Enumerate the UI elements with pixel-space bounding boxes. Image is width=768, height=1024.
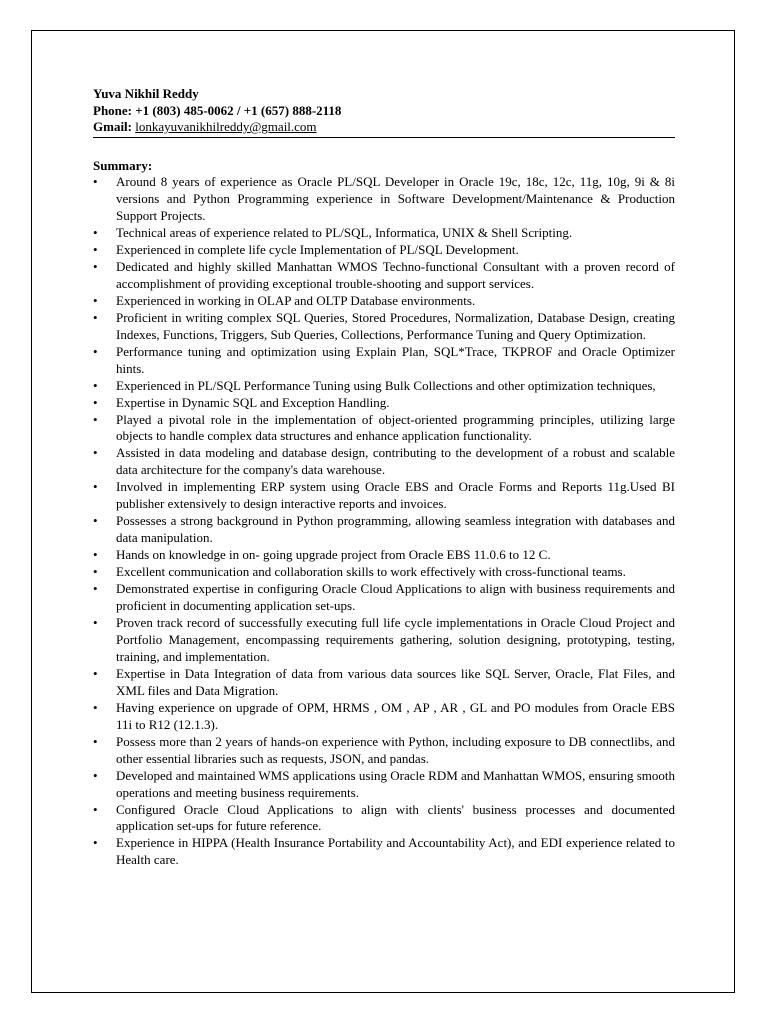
summary-item xyxy=(93,378,675,395)
summary-item xyxy=(93,581,675,615)
summary-list xyxy=(93,174,675,869)
bullet-marker: • xyxy=(93,241,98,257)
summary-item xyxy=(93,768,675,802)
summary-item xyxy=(93,479,675,513)
bullet-marker: • xyxy=(93,581,98,597)
gmail-label: Gmail: xyxy=(93,119,132,134)
summary-item xyxy=(93,445,675,479)
summary-item-text: Configured Oracle Cloud Applications to align with clients' business processes and documented application set-ups for future reference. xyxy=(116,801,675,834)
summary-item-text: Having experience on upgrade of OPM, HRMS , OM , AP , AR , GL and PO modules from Oracle EBS 11i to R12 (12.1.3). xyxy=(116,699,675,732)
summary-item-text: Performance tuning and optimization using Explain Plan, SQL*Trace, TKPROF and Oracle Optimizer hints. xyxy=(116,343,675,376)
summary-item xyxy=(93,225,675,242)
summary-item-text: Played a pivotal role in the implementation of object-oriented programming principles, utilizing large objects to handle complex data structures and enhance application functionality. xyxy=(116,411,675,444)
bullet-marker: • xyxy=(93,699,98,715)
summary-item-text: Possesses a strong background in Python programming, allowing seamless integration with databases and data manipulation. xyxy=(116,513,675,546)
summary-item xyxy=(93,344,675,378)
summary-item-text: Technical areas of experience related to PL/SQL, Informatica, UNIX & Shell Scripting. xyxy=(116,224,573,240)
summary-item-text: Excellent communication and collaboration skills to work effectively with cross-functional teams. xyxy=(116,564,626,580)
bullet-marker: • xyxy=(93,224,98,240)
summary-item-text: Proficient in writing complex SQL Queries, Stored Procedures, Normalization, Database Design, creating Indexes, Functions, Triggers, Sub Queries, Collections, Performance Tuning and Query Optimization. xyxy=(116,309,675,342)
bullet-marker: • xyxy=(93,835,98,851)
summary-heading: Summary: xyxy=(93,157,153,173)
summary-item-text: Hands on knowledge in on- going upgrade project from Oracle EBS 11.0.6 to 12 C. xyxy=(116,547,551,563)
bullet-marker: • xyxy=(93,665,98,681)
phone-value: +1 (803) 485-0062 / +1 (657) 888-2118 xyxy=(135,102,342,118)
bullet-marker: • xyxy=(93,547,98,563)
summary-item xyxy=(93,412,675,446)
bullet-marker: • xyxy=(93,411,98,427)
summary-item xyxy=(93,666,675,700)
summary-item-text: Expertise in Dynamic SQL and Exception Handling. xyxy=(116,394,390,410)
bullet-marker: • xyxy=(93,394,98,410)
bullet-marker: • xyxy=(93,343,98,359)
header-divider xyxy=(93,137,675,138)
summary-item xyxy=(93,615,675,666)
summary-item xyxy=(93,564,675,581)
summary-item xyxy=(93,310,675,344)
summary-item xyxy=(93,802,675,836)
summary-item-text: Proven track record of successfully executing full life cycle implementations in Oracle Cloud Project and Portfolio Management, encompassing requirements gathering, solution designing, prototyping, testing, training, and implementation. xyxy=(116,615,675,664)
summary-item-text: Possess more than 2 years of hands-on experience with Python, including exposure to DB connectlibs, and other essential libraries such as requests, JSON, and pandas. xyxy=(116,733,675,766)
summary-item-text: Involved in implementing ERP system using Oracle EBS and Oracle Forms and Reports 11g.Used BI publisher extensively to design interactive reports and invoices. xyxy=(116,479,675,512)
summary-item xyxy=(93,174,675,225)
summary-item xyxy=(93,242,675,259)
summary-item-text: Experienced in PL/SQL Performance Tuning using Bulk Collections and other optimization techniques, xyxy=(116,377,656,393)
bullet-marker: • xyxy=(93,564,98,580)
bullet-marker: • xyxy=(93,479,98,495)
summary-item-text: Experienced in working in OLAP and OLTP Database environments. xyxy=(116,292,476,308)
candidate-name: Yuva Nikhil Reddy xyxy=(93,86,199,101)
summary-item xyxy=(93,513,675,547)
summary-item-text: Developed and maintained WMS applications using Oracle RDM and Manhattan WMOS, ensuring smooth operations and meeting business requirements. xyxy=(116,767,675,800)
resume-content xyxy=(93,86,675,869)
summary-item-text: Assisted in data modeling and database design, contributing to the development of a robust and scalable data architecture for the company's data warehouse. xyxy=(116,445,675,478)
bullet-marker: • xyxy=(93,309,98,325)
summary-item-text: Dedicated and highly skilled Manhattan WMOS Techno-functional Consultant with a proven record of accomplishment of providing exceptional trouble-shooting and support services. xyxy=(116,258,675,291)
bullet-marker: • xyxy=(93,174,98,189)
gmail-line xyxy=(93,119,675,136)
summary-item xyxy=(93,395,675,412)
summary-item-text: Experience in HIPPA (Health Insurance Portability and Accountability Act), and EDI experience related to Health care. xyxy=(116,835,675,868)
bullet-marker: • xyxy=(93,733,98,749)
summary-item-text: Experienced in complete life cycle Implementation of PL/SQL Development. xyxy=(116,241,519,257)
phone-line xyxy=(93,103,675,120)
phone-label: Phone: xyxy=(93,102,132,118)
bullet-marker: • xyxy=(93,801,98,817)
bullet-marker: • xyxy=(93,377,98,393)
bullet-marker: • xyxy=(93,615,98,631)
summary-item xyxy=(93,259,675,293)
bullet-marker: • xyxy=(93,292,98,308)
summary-item xyxy=(93,293,675,310)
summary-item xyxy=(93,700,675,734)
bullet-marker: • xyxy=(93,767,98,783)
bullet-marker: • xyxy=(93,513,98,529)
bullet-marker: • xyxy=(93,445,98,461)
summary-item-text: Around 8 years of experience as Oracle PL/SQL Developer in Oracle 19c, 18c, 12c, 11g, 10g, 9i & 8i versions and Python Programming experience in Software Development/Maintenance & Production Support Projects. xyxy=(116,174,675,223)
bullet-marker: • xyxy=(93,258,98,274)
summary-item xyxy=(93,547,675,564)
summary-item xyxy=(93,734,675,768)
summary-item-text: Demonstrated expertise in configuring Oracle Cloud Applications to align with business requirements and proficient in documenting application set-ups. xyxy=(116,581,675,614)
summary-item xyxy=(93,835,675,869)
summary-item-text: Expertise in Data Integration of data from various data sources like SQL Server, Oracle, Flat Files, and XML files and Data Migration. xyxy=(116,665,675,698)
email-link[interactable]: lonkayuvanikhilreddy@gmail.com xyxy=(135,119,317,134)
